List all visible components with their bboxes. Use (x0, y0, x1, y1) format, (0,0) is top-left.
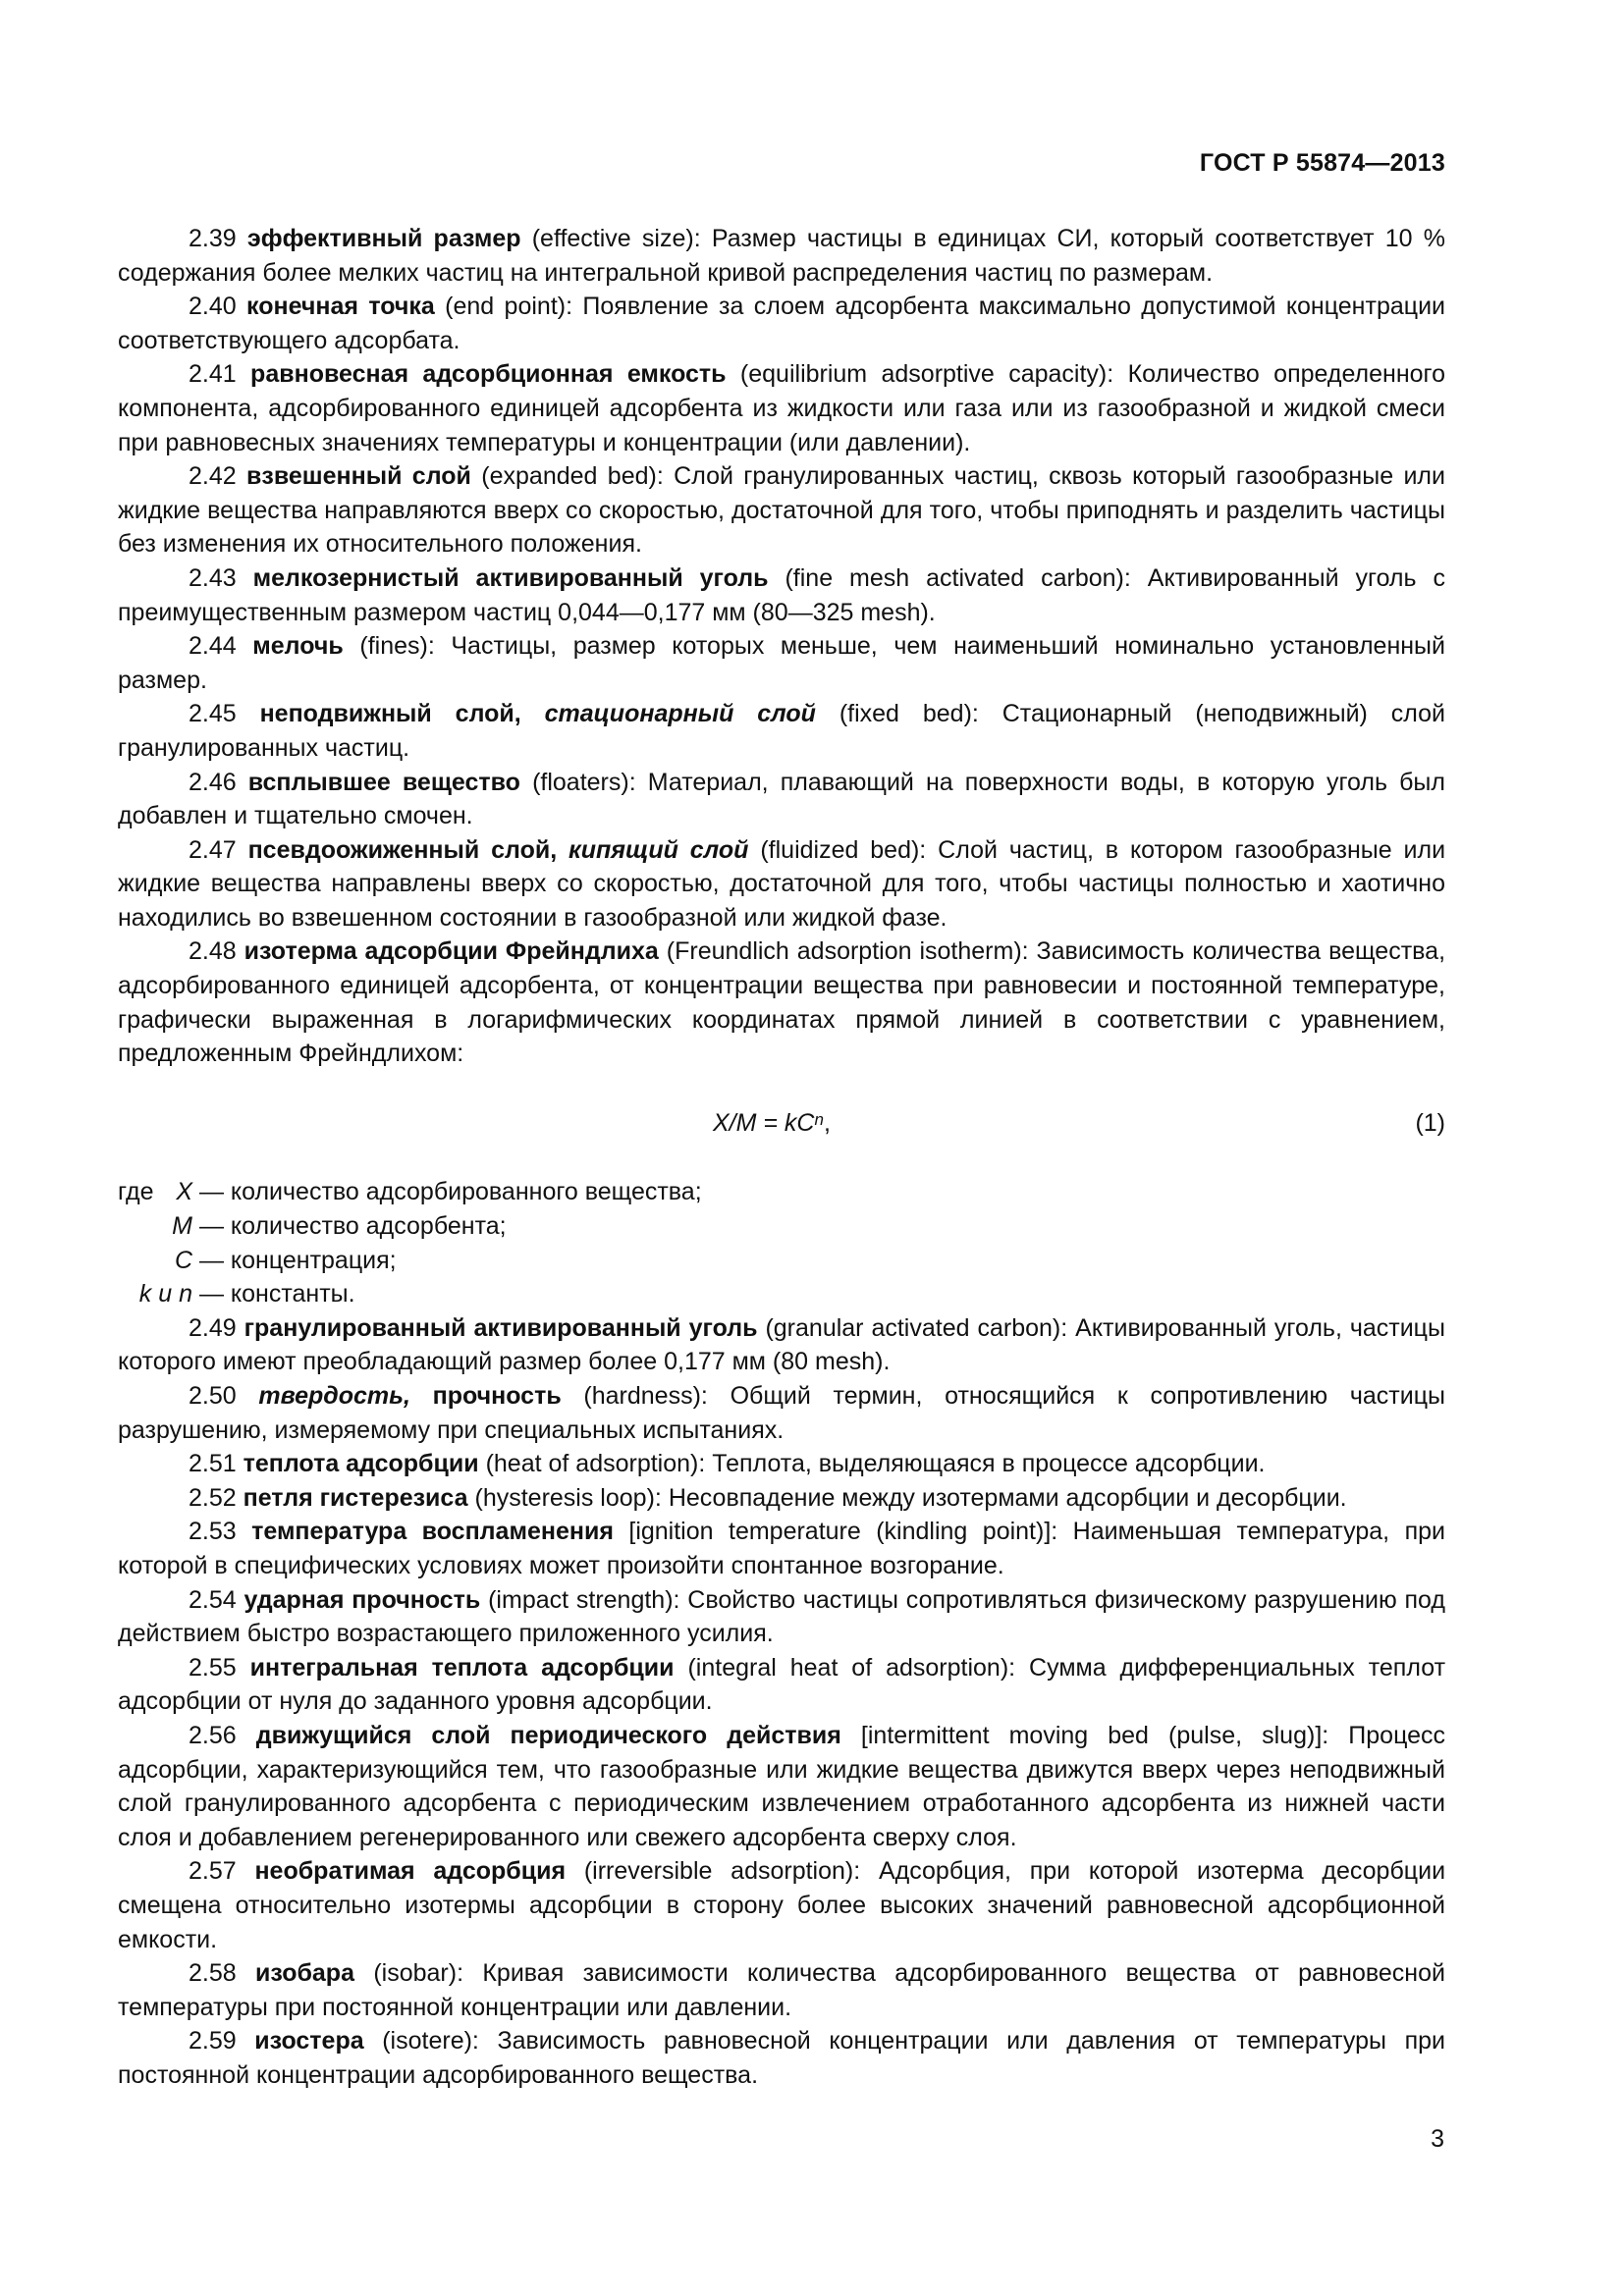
term-2-50: 2.50 твердость, прочность (hardness): Общий термин, относящийся к сопротивлению частицы разрушению, измеряемому при специальных испытаниях. (118, 1382, 1445, 1444)
term-2-49: 2.49 гранулированный активированный уголь (granular activated carbon): Активированный уголь, частицы которого имеют преобладающий размер более 0,177 мм (80 mesh). (118, 1313, 1445, 1376)
term-title: мелкозернистый активированный уголь (252, 563, 769, 592)
term-2-45: 2.45 неподвижный слой, стационарный слой (fixed bed): Стационарный (неподвижный) слой гранулированных частиц. (118, 700, 1445, 762)
term-2-58: 2.58 изобара (isobar): Кривая зависимости количества адсорбированного вещества от равновесной температуры при постоянной концентрации или давлении. (118, 1959, 1445, 2021)
term-2-55: 2.55 интегральная теплота адсорбции (integral heat of adsorption): Сумма дифференциальных теплот адсорбции от нуля до заданного уровня адсорбции. (118, 1653, 1446, 1716)
term-title: изостера (254, 2027, 364, 2056)
term-title: движущийся слой периодического действия (255, 1721, 841, 1749)
term-title: интегральная теплота адсорбции (249, 1653, 675, 1682)
term-2-40: 2.40 конечная точка (end point): Появление за слоем адсорбента максимально допустимой концентрации соответствующего адсорбата. (118, 293, 1445, 354)
term-2-51: 2.51 теплота адсорбции (heat of adsorption): Теплота, выделяющаяся в процессе адсорбции. (189, 1450, 1266, 1478)
term-title: изобара (255, 1959, 354, 1988)
term-2-59: 2.59 изостера (isotere): Зависимость равновесной концентрации или давления от температуры при постоянной концентрации адсорбированного вещества. (118, 2027, 1446, 2089)
equation-number: (1) (1415, 1108, 1445, 1137)
term-2-39: 2.39 эффективный размер (effective size): Размер частицы в единицах СИ, который соответствует 10 % содержания более мелких частиц на интегральной кривой распределения частиц по размерам. (118, 225, 1445, 287)
term-2-54: 2.54 ударная прочность (impact strength): Свойство частицы сопротивляться физическому разрушению под действием быстро возрастающего приложенного усилия. (118, 1585, 1446, 1648)
term-2-53: 2.53 температура воспламенения [ignition temperature (kindling point)]: Наименьшая температура, при которой в специфических условиях может произойти спонтанное возгорание. (118, 1518, 1445, 1579)
term-title: изотерма адсорбции Фрейндлиха (244, 937, 659, 966)
document-code: ГОСТ Р 55874—2013 (1199, 149, 1445, 177)
freundlich-equation (118, 1106, 1445, 1141)
term-title: петля гистерезиса (243, 1483, 468, 1512)
equation-expression: $X/M = kC^n$, (713, 1108, 831, 1137)
terms-body (118, 222, 1445, 2092)
term-synonym: стационарный слой (544, 700, 816, 728)
term-synonym: кипящий слой (568, 835, 749, 864)
term-2-47: 2.47 псевдоожиженный слой, кипящий слой (fluidized bed): Слой частиц, в котором газообразные или жидкие вещества направлены вверх со скоростью, достаточной для того, чтобы частицы полностью и хаотично находились во взвешенном состоянии в газообразной или жидкой фазе. (118, 835, 1446, 932)
term-2-42: 2.42 взвешенный слой (expanded bed): Слой гранулированных частиц, сквозь который газообразные или жидкие вещества направляются вверх со скоростью, достаточной для того, чтобы приподнять и разделить частицы без изменения их относительного положения. (118, 462, 1445, 559)
term-title: гранулированный активированный уголь (244, 1313, 758, 1342)
equation-exponent: n (814, 1109, 824, 1129)
term-2-48: 2.48 изотерма адсорбции Фрейндлиха (Freundlich adsorption isotherm): Зависимость количества вещества, адсорбированного единицей адсорбента, от концентрации вещества при равновесии и постоянной температуре, графически выраженная в логарифмических координатах прямой линией в соответствии с уравнением, предложенным Фрейндлихом: (118, 937, 1446, 1068)
where-item: M — количество адсорбента; (172, 1212, 507, 1241)
term-title: эффективный размер (246, 225, 521, 252)
where-item: где X — количество адсорбированного вещества; (118, 1178, 702, 1206)
term-title: прочность (432, 1382, 562, 1410)
term-2-44: 2.44 мелочь (fines): Частицы, размер которых меньше, чем наименьший номинально установленный размер. (118, 632, 1445, 694)
term-title: теплота адсорбции (243, 1450, 479, 1478)
term-2-41: 2.41 равновесная адсорбционная емкость (equilibrium adsorptive capacity): Количество определенного компонента, адсорбированного единицей адсорбента из жидкости или газа или из газообразной и жидкой смеси при равновесных значениях температуры и концентрации (или давлении). (118, 360, 1446, 456)
term-title: неподвижный слой, (259, 700, 521, 728)
term-2-43: 2.43 мелкозернистый активированный уголь (fine mesh activated carbon): Активированный уголь с преимущественным размером частиц 0,044—0,177 мм (80—325 mesh). (118, 563, 1445, 626)
term-2-57: 2.57 необратимая адсорбция (irreversible adsorption): Адсорбция, при которой изотерма десорбции смещена относительно изотермы адсорбции в сторону более высоких значений равновесной адсорбционной емкости. (118, 1857, 1446, 1953)
term-title: всплывшее вещество (247, 768, 520, 796)
term-2-52: 2.52 петля гистерезиса (hysteresis loop): Несовпадение между изотермами адсорбции и десорбции. (189, 1483, 1347, 1512)
term-title: температура воспламенения (251, 1518, 614, 1546)
term-title: равновесная адсорбционная емкость (250, 360, 727, 389)
term-title: ударная прочность (244, 1585, 481, 1614)
term-title: псевдоожиженный слой, (247, 835, 558, 864)
term-2-56: 2.56 движущийся слой периодического действия [intermittent moving bed (pulse, slug)]: Процесс адсорбции, характеризующийся тем, что газообразные или жидкие вещества движутся вверх через неподвижный слой гранулированного адсорбента с периодическим извлечением отработанного адсорбента из нижней части слоя и добавлением регенерированного или свежего адсорбента сверху слоя. (118, 1721, 1446, 1851)
where-item: C — концентрация; (174, 1246, 397, 1274)
term-title: необратимая адсорбция (254, 1857, 567, 1886)
term-title: мелочь (252, 632, 344, 661)
term-title: конечная точка (246, 293, 435, 321)
term-synonym: твердость, (258, 1382, 410, 1410)
where-item: k и n — константы. (138, 1280, 355, 1308)
term-title: взвешенный слой (246, 462, 471, 491)
page-number: 3 (1431, 2125, 1444, 2153)
term-2-46: 2.46 всплывшее вещество (floaters): Материал, плавающий на поверхности воды, в которую уголь был добавлен и тщательно смочен. (118, 768, 1445, 830)
